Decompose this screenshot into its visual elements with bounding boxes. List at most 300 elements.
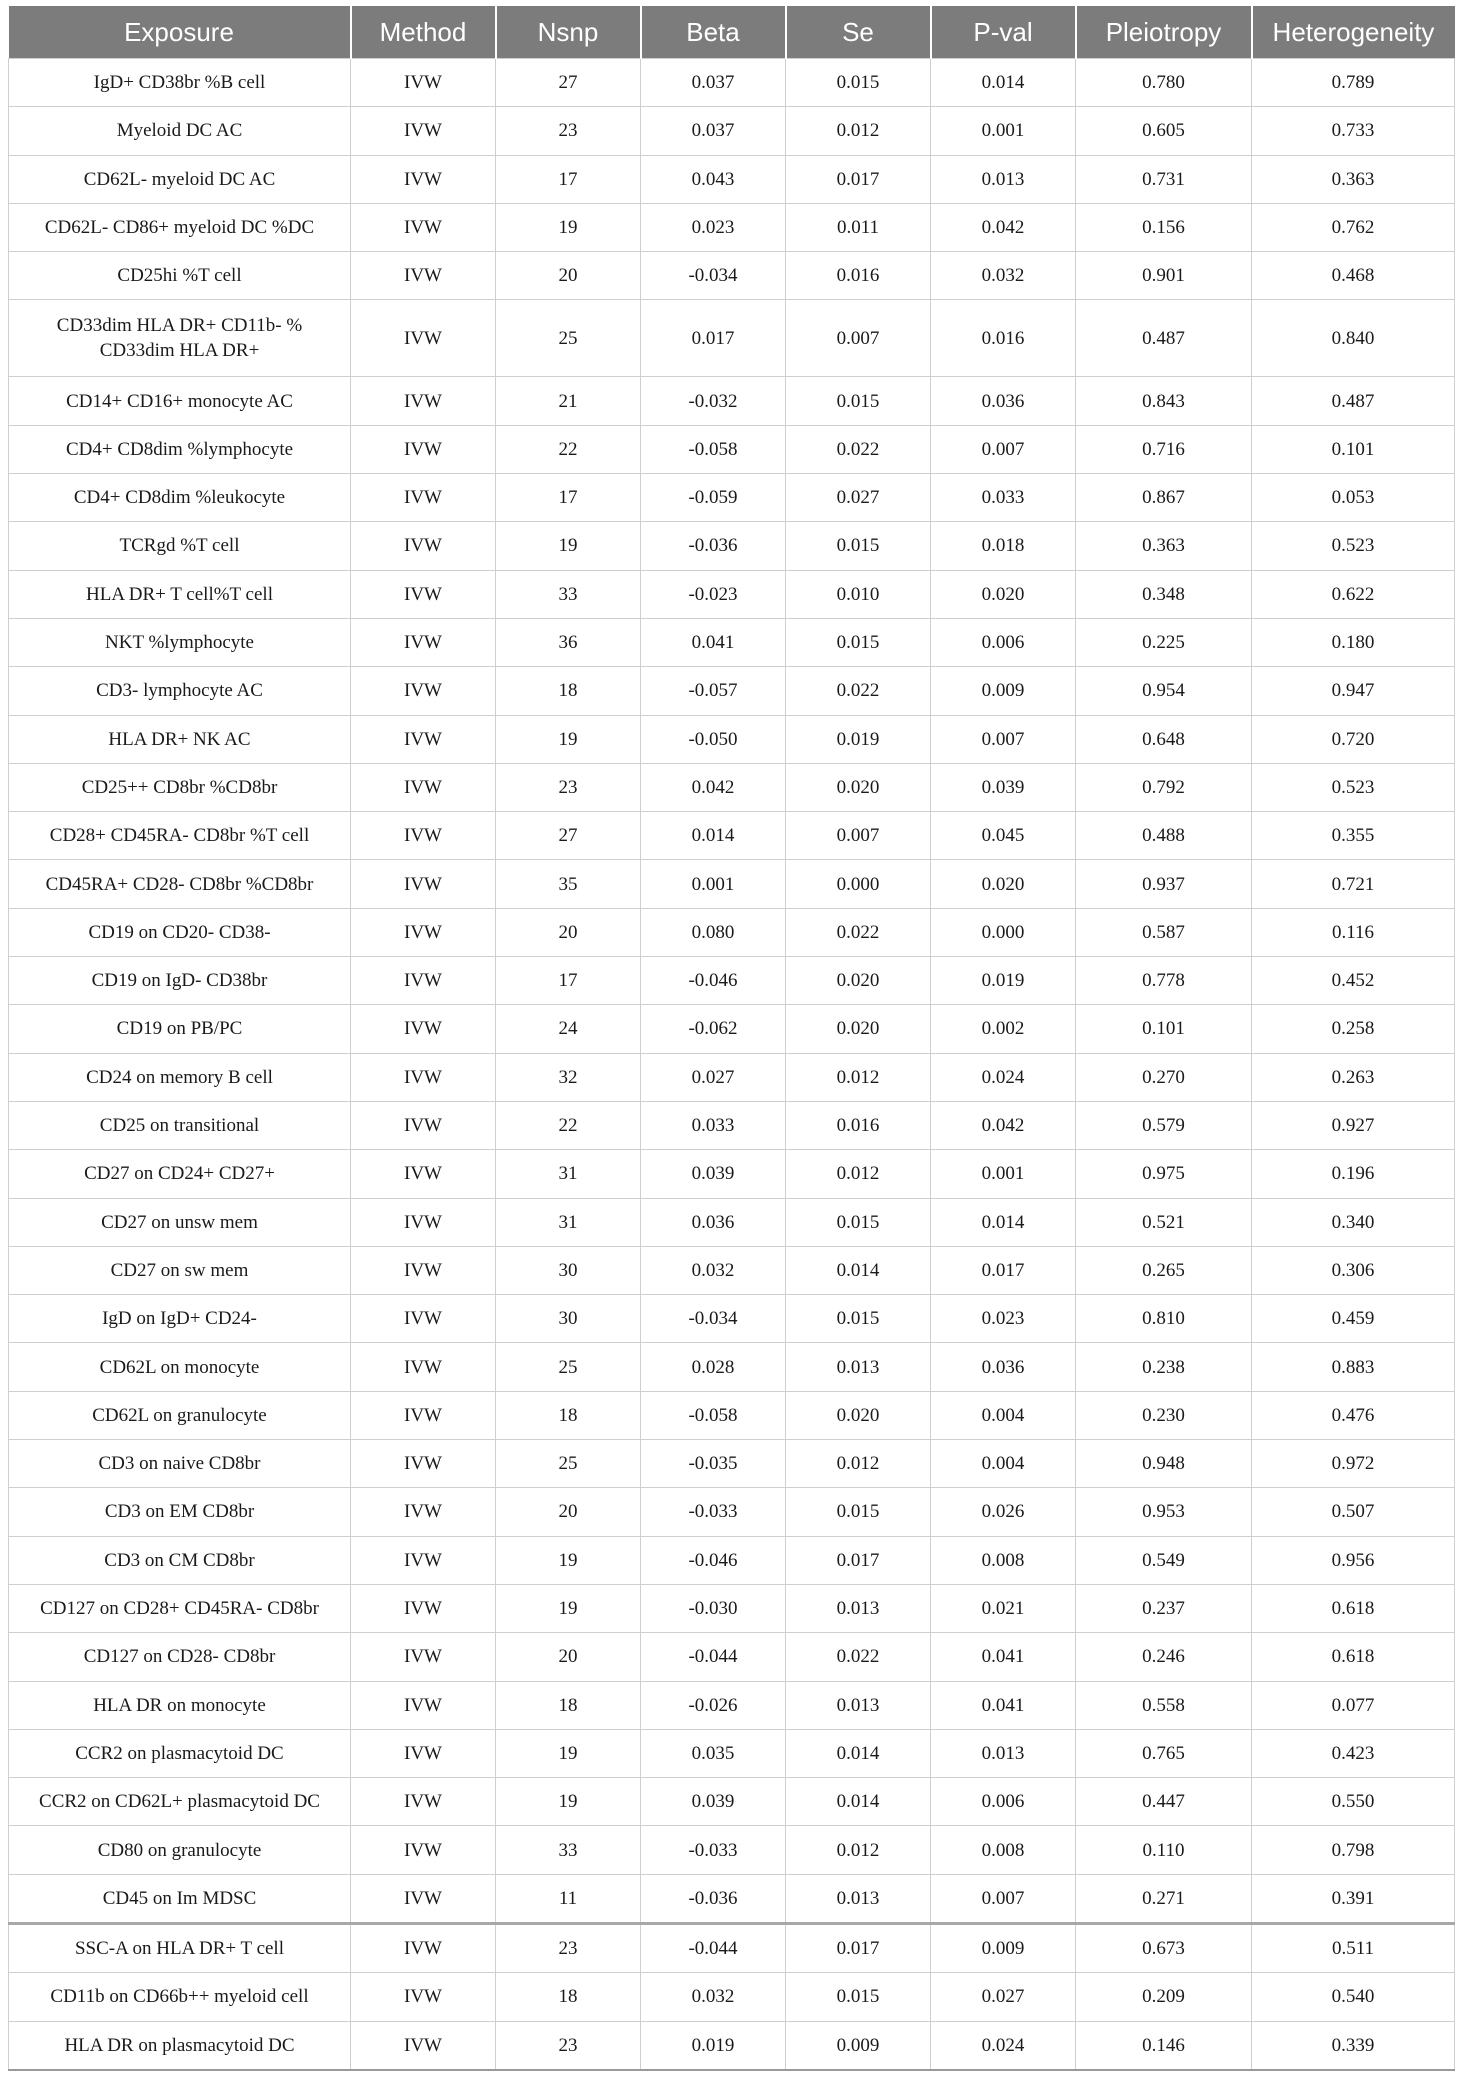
cell-pval: 0.006 bbox=[931, 1778, 1076, 1826]
cell-se: 0.014 bbox=[786, 1778, 931, 1826]
cell-pval: 0.020 bbox=[931, 570, 1076, 618]
cell-beta: -0.036 bbox=[641, 1874, 786, 1923]
cell-exposure: HLA DR+ T cell%T cell bbox=[9, 570, 351, 618]
cell-pval: 0.001 bbox=[931, 1150, 1076, 1198]
cell-beta: 0.027 bbox=[641, 1053, 786, 1101]
cell-exposure: CD27 on CD24+ CD27+ bbox=[9, 1150, 351, 1198]
table-row bbox=[9, 908, 1455, 956]
cell-pleiotropy: 0.792 bbox=[1076, 763, 1252, 811]
cell-se: 0.013 bbox=[786, 1874, 931, 1923]
cell-pleiotropy: 0.948 bbox=[1076, 1440, 1252, 1488]
cell-beta: -0.059 bbox=[641, 474, 786, 522]
cell-nsnp: 22 bbox=[496, 1101, 641, 1149]
cell-nsnp: 25 bbox=[496, 300, 641, 377]
cell-exposure: NKT %lymphocyte bbox=[9, 618, 351, 666]
cell-se: 0.020 bbox=[786, 1005, 931, 1053]
cell-method: IVW bbox=[351, 1440, 496, 1488]
cell-pleiotropy: 0.558 bbox=[1076, 1681, 1252, 1729]
cell-pleiotropy: 0.225 bbox=[1076, 618, 1252, 666]
cell-se: 0.016 bbox=[786, 252, 931, 300]
header-method: Method bbox=[351, 6, 496, 59]
cell-beta: 0.033 bbox=[641, 1101, 786, 1149]
cell-beta: -0.050 bbox=[641, 715, 786, 763]
cell-heterogeneity: 0.840 bbox=[1252, 300, 1455, 377]
cell-pval: 0.001 bbox=[931, 107, 1076, 155]
cell-nsnp: 18 bbox=[496, 1391, 641, 1439]
cell-heterogeneity: 0.507 bbox=[1252, 1488, 1455, 1536]
table-row bbox=[9, 1391, 1455, 1439]
cell-method: IVW bbox=[351, 1874, 496, 1923]
cell-se: 0.012 bbox=[786, 1440, 931, 1488]
cell-beta: 0.032 bbox=[641, 1973, 786, 2021]
cell-beta: 0.017 bbox=[641, 300, 786, 377]
cell-heterogeneity: 0.618 bbox=[1252, 1584, 1455, 1632]
cell-se: 0.015 bbox=[786, 1198, 931, 1246]
header-exposure: Exposure bbox=[9, 6, 351, 59]
cell-se: 0.012 bbox=[786, 107, 931, 155]
cell-beta: 0.039 bbox=[641, 1150, 786, 1198]
table-row bbox=[9, 1536, 1455, 1584]
cell-method: IVW bbox=[351, 59, 496, 107]
cell-se: 0.007 bbox=[786, 300, 931, 377]
table-row bbox=[9, 300, 1455, 377]
cell-method: IVW bbox=[351, 252, 496, 300]
cell-pleiotropy: 0.549 bbox=[1076, 1536, 1252, 1584]
cell-beta: 0.001 bbox=[641, 860, 786, 908]
cell-exposure: CD28+ CD45RA- CD8br %T cell bbox=[9, 812, 351, 860]
cell-method: IVW bbox=[351, 715, 496, 763]
cell-se: 0.014 bbox=[786, 1729, 931, 1777]
cell-beta: -0.026 bbox=[641, 1681, 786, 1729]
cell-heterogeneity: 0.476 bbox=[1252, 1391, 1455, 1439]
cell-beta: -0.033 bbox=[641, 1826, 786, 1874]
cell-pleiotropy: 0.810 bbox=[1076, 1295, 1252, 1343]
cell-pleiotropy: 0.265 bbox=[1076, 1246, 1252, 1294]
cell-method: IVW bbox=[351, 1391, 496, 1439]
cell-method: IVW bbox=[351, 812, 496, 860]
cell-nsnp: 19 bbox=[496, 715, 641, 763]
cell-nsnp: 20 bbox=[496, 1488, 641, 1536]
cell-heterogeneity: 0.459 bbox=[1252, 1295, 1455, 1343]
cell-pleiotropy: 0.648 bbox=[1076, 715, 1252, 763]
cell-beta: 0.042 bbox=[641, 763, 786, 811]
cell-pleiotropy: 0.605 bbox=[1076, 107, 1252, 155]
cell-pleiotropy: 0.937 bbox=[1076, 860, 1252, 908]
cell-method: IVW bbox=[351, 1343, 496, 1391]
cell-method: IVW bbox=[351, 155, 496, 203]
cell-pval: 0.021 bbox=[931, 1584, 1076, 1632]
cell-heterogeneity: 0.196 bbox=[1252, 1150, 1455, 1198]
cell-pval: 0.045 bbox=[931, 812, 1076, 860]
table-row bbox=[9, 377, 1455, 425]
cell-nsnp: 25 bbox=[496, 1343, 641, 1391]
cell-pleiotropy: 0.146 bbox=[1076, 2021, 1252, 2070]
cell-method: IVW bbox=[351, 1973, 496, 2021]
header-pleiotropy: Pleiotropy bbox=[1076, 6, 1252, 59]
cell-pleiotropy: 0.867 bbox=[1076, 474, 1252, 522]
cell-exposure: CCR2 on plasmacytoid DC bbox=[9, 1729, 351, 1777]
cell-method: IVW bbox=[351, 1681, 496, 1729]
cell-heterogeneity: 0.927 bbox=[1252, 1101, 1455, 1149]
table-row bbox=[9, 1440, 1455, 1488]
cell-pval: 0.000 bbox=[931, 908, 1076, 956]
cell-pval: 0.024 bbox=[931, 2021, 1076, 2070]
cell-heterogeneity: 0.622 bbox=[1252, 570, 1455, 618]
cell-exposure: CD3 on naive CD8br bbox=[9, 1440, 351, 1488]
cell-se: 0.000 bbox=[786, 860, 931, 908]
cell-se: 0.020 bbox=[786, 763, 931, 811]
cell-nsnp: 19 bbox=[496, 1584, 641, 1632]
cell-pleiotropy: 0.765 bbox=[1076, 1729, 1252, 1777]
cell-beta: 0.080 bbox=[641, 908, 786, 956]
cell-heterogeneity: 0.423 bbox=[1252, 1729, 1455, 1777]
cell-method: IVW bbox=[351, 667, 496, 715]
table-row bbox=[9, 1005, 1455, 1053]
cell-exposure: CD14+ CD16+ monocyte AC bbox=[9, 377, 351, 425]
cell-heterogeneity: 0.789 bbox=[1252, 59, 1455, 107]
cell-heterogeneity: 0.077 bbox=[1252, 1681, 1455, 1729]
cell-se: 0.017 bbox=[786, 155, 931, 203]
cell-nsnp: 11 bbox=[496, 1874, 641, 1923]
cell-se: 0.014 bbox=[786, 1246, 931, 1294]
table-row bbox=[9, 1826, 1455, 1874]
cell-method: IVW bbox=[351, 1488, 496, 1536]
cell-beta: 0.014 bbox=[641, 812, 786, 860]
cell-se: 0.013 bbox=[786, 1343, 931, 1391]
cell-nsnp: 27 bbox=[496, 812, 641, 860]
table-row bbox=[9, 1681, 1455, 1729]
cell-nsnp: 32 bbox=[496, 1053, 641, 1101]
cell-method: IVW bbox=[351, 1778, 496, 1826]
cell-pval: 0.023 bbox=[931, 1295, 1076, 1343]
cell-method: IVW bbox=[351, 763, 496, 811]
cell-nsnp: 18 bbox=[496, 1973, 641, 2021]
cell-pleiotropy: 0.447 bbox=[1076, 1778, 1252, 1826]
cell-method: IVW bbox=[351, 957, 496, 1005]
cell-pval: 0.036 bbox=[931, 377, 1076, 425]
cell-nsnp: 24 bbox=[496, 1005, 641, 1053]
cell-nsnp: 30 bbox=[496, 1246, 641, 1294]
table-row bbox=[9, 957, 1455, 1005]
cell-nsnp: 19 bbox=[496, 1729, 641, 1777]
cell-se: 0.027 bbox=[786, 474, 931, 522]
cell-pval: 0.042 bbox=[931, 203, 1076, 251]
cell-heterogeneity: 0.947 bbox=[1252, 667, 1455, 715]
table-row bbox=[9, 715, 1455, 763]
cell-beta: -0.044 bbox=[641, 1633, 786, 1681]
cell-se: 0.022 bbox=[786, 667, 931, 715]
cell-nsnp: 31 bbox=[496, 1150, 641, 1198]
cell-se: 0.012 bbox=[786, 1053, 931, 1101]
cell-se: 0.022 bbox=[786, 425, 931, 473]
cell-pleiotropy: 0.246 bbox=[1076, 1633, 1252, 1681]
cell-heterogeneity: 0.101 bbox=[1252, 425, 1455, 473]
cell-exposure: CCR2 on CD62L+ plasmacytoid DC bbox=[9, 1778, 351, 1826]
cell-beta: -0.036 bbox=[641, 522, 786, 570]
cell-exposure: CD25 on transitional bbox=[9, 1101, 351, 1149]
cell-se: 0.012 bbox=[786, 1150, 931, 1198]
cell-pval: 0.027 bbox=[931, 1973, 1076, 2021]
cell-pleiotropy: 0.587 bbox=[1076, 908, 1252, 956]
cell-pleiotropy: 0.230 bbox=[1076, 1391, 1252, 1439]
cell-pleiotropy: 0.110 bbox=[1076, 1826, 1252, 1874]
cell-beta: 0.043 bbox=[641, 155, 786, 203]
cell-pval: 0.013 bbox=[931, 155, 1076, 203]
cell-pleiotropy: 0.716 bbox=[1076, 425, 1252, 473]
cell-beta: 0.036 bbox=[641, 1198, 786, 1246]
cell-exposure: CD62L on monocyte bbox=[9, 1343, 351, 1391]
cell-nsnp: 23 bbox=[496, 107, 641, 155]
header-heterogeneity: Heterogeneity bbox=[1252, 6, 1455, 59]
table-row bbox=[9, 860, 1455, 908]
cell-heterogeneity: 0.511 bbox=[1252, 1923, 1455, 1972]
cell-method: IVW bbox=[351, 1150, 496, 1198]
cell-se: 0.009 bbox=[786, 2021, 931, 2070]
cell-pleiotropy: 0.954 bbox=[1076, 667, 1252, 715]
cell-nsnp: 31 bbox=[496, 1198, 641, 1246]
cell-heterogeneity: 0.452 bbox=[1252, 957, 1455, 1005]
cell-method: IVW bbox=[351, 908, 496, 956]
table-row bbox=[9, 1584, 1455, 1632]
cell-heterogeneity: 0.263 bbox=[1252, 1053, 1455, 1101]
cell-method: IVW bbox=[351, 1729, 496, 1777]
cell-exposure: SSC-A on HLA DR+ T cell bbox=[9, 1923, 351, 1972]
cell-beta: -0.032 bbox=[641, 377, 786, 425]
cell-beta: 0.039 bbox=[641, 1778, 786, 1826]
cell-pleiotropy: 0.348 bbox=[1076, 570, 1252, 618]
cell-exposure: CD19 on PB/PC bbox=[9, 1005, 351, 1053]
cell-heterogeneity: 0.523 bbox=[1252, 763, 1455, 811]
cell-heterogeneity: 0.883 bbox=[1252, 1343, 1455, 1391]
table-header bbox=[9, 6, 1455, 59]
cell-pval: 0.036 bbox=[931, 1343, 1076, 1391]
cell-heterogeneity: 0.258 bbox=[1252, 1005, 1455, 1053]
cell-nsnp: 30 bbox=[496, 1295, 641, 1343]
table-row bbox=[9, 1246, 1455, 1294]
cell-method: IVW bbox=[351, 1536, 496, 1584]
cell-pleiotropy: 0.487 bbox=[1076, 300, 1252, 377]
cell-se: 0.007 bbox=[786, 812, 931, 860]
cell-method: IVW bbox=[351, 1101, 496, 1149]
table-row bbox=[9, 812, 1455, 860]
cell-se: 0.019 bbox=[786, 715, 931, 763]
cell-nsnp: 19 bbox=[496, 203, 641, 251]
cell-pleiotropy: 0.270 bbox=[1076, 1053, 1252, 1101]
cell-exposure: CD45 on Im MDSC bbox=[9, 1874, 351, 1923]
cell-exposure: CD19 on CD20- CD38- bbox=[9, 908, 351, 956]
cell-beta: -0.046 bbox=[641, 1536, 786, 1584]
table-row bbox=[9, 1874, 1455, 1923]
cell-method: IVW bbox=[351, 1295, 496, 1343]
cell-pval: 0.008 bbox=[931, 1826, 1076, 1874]
cell-nsnp: 18 bbox=[496, 667, 641, 715]
cell-beta: -0.046 bbox=[641, 957, 786, 1005]
cell-pval: 0.004 bbox=[931, 1391, 1076, 1439]
table-row bbox=[9, 618, 1455, 666]
cell-exposure: CD24 on memory B cell bbox=[9, 1053, 351, 1101]
cell-nsnp: 33 bbox=[496, 570, 641, 618]
cell-nsnp: 33 bbox=[496, 1826, 641, 1874]
cell-pval: 0.016 bbox=[931, 300, 1076, 377]
cell-nsnp: 19 bbox=[496, 1778, 641, 1826]
cell-heterogeneity: 0.798 bbox=[1252, 1826, 1455, 1874]
cell-se: 0.015 bbox=[786, 1488, 931, 1536]
table-row bbox=[9, 1778, 1455, 1826]
cell-nsnp: 23 bbox=[496, 763, 641, 811]
cell-se: 0.016 bbox=[786, 1101, 931, 1149]
cell-pleiotropy: 0.237 bbox=[1076, 1584, 1252, 1632]
cell-heterogeneity: 0.306 bbox=[1252, 1246, 1455, 1294]
cell-pval: 0.004 bbox=[931, 1440, 1076, 1488]
cell-pval: 0.006 bbox=[931, 618, 1076, 666]
cell-heterogeneity: 0.762 bbox=[1252, 203, 1455, 251]
cell-exposure: CD19 on IgD- CD38br bbox=[9, 957, 351, 1005]
cell-pval: 0.008 bbox=[931, 1536, 1076, 1584]
cell-method: IVW bbox=[351, 860, 496, 908]
table-row bbox=[9, 425, 1455, 473]
cell-exposure: HLA DR+ NK AC bbox=[9, 715, 351, 763]
cell-beta: 0.023 bbox=[641, 203, 786, 251]
cell-pleiotropy: 0.731 bbox=[1076, 155, 1252, 203]
cell-pval: 0.042 bbox=[931, 1101, 1076, 1149]
cell-method: IVW bbox=[351, 1584, 496, 1632]
cell-method: IVW bbox=[351, 618, 496, 666]
cell-pleiotropy: 0.975 bbox=[1076, 1150, 1252, 1198]
table-row bbox=[9, 474, 1455, 522]
cell-exposure: CD45RA+ CD28- CD8br %CD8br bbox=[9, 860, 351, 908]
table-row bbox=[9, 1343, 1455, 1391]
cell-beta: 0.019 bbox=[641, 2021, 786, 2070]
cell-beta: -0.023 bbox=[641, 570, 786, 618]
cell-heterogeneity: 0.972 bbox=[1252, 1440, 1455, 1488]
cell-nsnp: 23 bbox=[496, 1923, 641, 1972]
table-row bbox=[9, 1488, 1455, 1536]
cell-heterogeneity: 0.468 bbox=[1252, 252, 1455, 300]
table-body bbox=[9, 59, 1455, 2070]
table-row bbox=[9, 763, 1455, 811]
cell-exposure: CD3- lymphocyte AC bbox=[9, 667, 351, 715]
cell-heterogeneity: 0.391 bbox=[1252, 1874, 1455, 1923]
cell-exposure: CD62L on granulocyte bbox=[9, 1391, 351, 1439]
table-row bbox=[9, 1053, 1455, 1101]
table-row bbox=[9, 1150, 1455, 1198]
cell-exposure: CD62L- CD86+ myeloid DC %DC bbox=[9, 203, 351, 251]
cell-method: IVW bbox=[351, 377, 496, 425]
cell-nsnp: 17 bbox=[496, 155, 641, 203]
cell-se: 0.015 bbox=[786, 1973, 931, 2021]
cell-nsnp: 27 bbox=[496, 59, 641, 107]
table-row bbox=[9, 570, 1455, 618]
header-nsnp: Nsnp bbox=[496, 6, 641, 59]
cell-beta: -0.033 bbox=[641, 1488, 786, 1536]
cell-heterogeneity: 0.339 bbox=[1252, 2021, 1455, 2070]
cell-se: 0.011 bbox=[786, 203, 931, 251]
cell-method: IVW bbox=[351, 300, 496, 377]
cell-nsnp: 36 bbox=[496, 618, 641, 666]
cell-exposure: CD4+ CD8dim %leukocyte bbox=[9, 474, 351, 522]
cell-beta: 0.035 bbox=[641, 1729, 786, 1777]
cell-exposure: CD25hi %T cell bbox=[9, 252, 351, 300]
cell-se: 0.015 bbox=[786, 59, 931, 107]
cell-method: IVW bbox=[351, 1826, 496, 1874]
cell-exposure: IgD+ CD38br %B cell bbox=[9, 59, 351, 107]
table-row bbox=[9, 155, 1455, 203]
cell-method: IVW bbox=[351, 1198, 496, 1246]
cell-se: 0.013 bbox=[786, 1584, 931, 1632]
cell-beta: 0.037 bbox=[641, 107, 786, 155]
cell-method: IVW bbox=[351, 425, 496, 473]
cell-se: 0.010 bbox=[786, 570, 931, 618]
cell-method: IVW bbox=[351, 107, 496, 155]
cell-heterogeneity: 0.523 bbox=[1252, 522, 1455, 570]
cell-pval: 0.026 bbox=[931, 1488, 1076, 1536]
table-row bbox=[9, 1973, 1455, 2021]
cell-exposure: IgD on IgD+ CD24- bbox=[9, 1295, 351, 1343]
cell-pleiotropy: 0.101 bbox=[1076, 1005, 1252, 1053]
cell-beta: -0.034 bbox=[641, 1295, 786, 1343]
table-row bbox=[9, 1295, 1455, 1343]
table-row bbox=[9, 1101, 1455, 1149]
cell-heterogeneity: 0.355 bbox=[1252, 812, 1455, 860]
cell-se: 0.017 bbox=[786, 1536, 931, 1584]
table-row bbox=[9, 1198, 1455, 1246]
cell-method: IVW bbox=[351, 522, 496, 570]
cell-beta: -0.035 bbox=[641, 1440, 786, 1488]
cell-nsnp: 18 bbox=[496, 1681, 641, 1729]
cell-beta: 0.032 bbox=[641, 1246, 786, 1294]
cell-beta: -0.034 bbox=[641, 252, 786, 300]
cell-beta: -0.044 bbox=[641, 1923, 786, 1972]
cell-beta: -0.058 bbox=[641, 1391, 786, 1439]
cell-method: IVW bbox=[351, 2021, 496, 2070]
cell-beta: 0.028 bbox=[641, 1343, 786, 1391]
cell-nsnp: 20 bbox=[496, 1633, 641, 1681]
cell-heterogeneity: 0.550 bbox=[1252, 1778, 1455, 1826]
cell-se: 0.022 bbox=[786, 908, 931, 956]
cell-heterogeneity: 0.116 bbox=[1252, 908, 1455, 956]
cell-pval: 0.018 bbox=[931, 522, 1076, 570]
cell-nsnp: 25 bbox=[496, 1440, 641, 1488]
cell-exposure: CD27 on unsw mem bbox=[9, 1198, 351, 1246]
cell-pval: 0.007 bbox=[931, 425, 1076, 473]
cell-heterogeneity: 0.363 bbox=[1252, 155, 1455, 203]
table-row bbox=[9, 59, 1455, 107]
cell-beta: -0.062 bbox=[641, 1005, 786, 1053]
cell-pleiotropy: 0.271 bbox=[1076, 1874, 1252, 1923]
cell-exposure: CD33dim HLA DR+ CD11b- % CD33dim HLA DR+ bbox=[9, 300, 351, 377]
header-pval: P-val bbox=[931, 6, 1076, 59]
cell-nsnp: 19 bbox=[496, 522, 641, 570]
cell-beta: 0.041 bbox=[641, 618, 786, 666]
cell-exposure: CD3 on EM CD8br bbox=[9, 1488, 351, 1536]
cell-se: 0.012 bbox=[786, 1826, 931, 1874]
cell-pval: 0.009 bbox=[931, 1923, 1076, 1972]
cell-beta: -0.057 bbox=[641, 667, 786, 715]
cell-pval: 0.020 bbox=[931, 860, 1076, 908]
cell-pval: 0.032 bbox=[931, 252, 1076, 300]
cell-pval: 0.033 bbox=[931, 474, 1076, 522]
cell-pleiotropy: 0.521 bbox=[1076, 1198, 1252, 1246]
cell-pval: 0.014 bbox=[931, 1198, 1076, 1246]
cell-beta: -0.030 bbox=[641, 1584, 786, 1632]
cell-method: IVW bbox=[351, 203, 496, 251]
cell-exposure: CD62L- myeloid DC AC bbox=[9, 155, 351, 203]
cell-exposure: CD25++ CD8br %CD8br bbox=[9, 763, 351, 811]
cell-pval: 0.019 bbox=[931, 957, 1076, 1005]
cell-pval: 0.007 bbox=[931, 715, 1076, 763]
cell-se: 0.013 bbox=[786, 1681, 931, 1729]
cell-beta: -0.058 bbox=[641, 425, 786, 473]
